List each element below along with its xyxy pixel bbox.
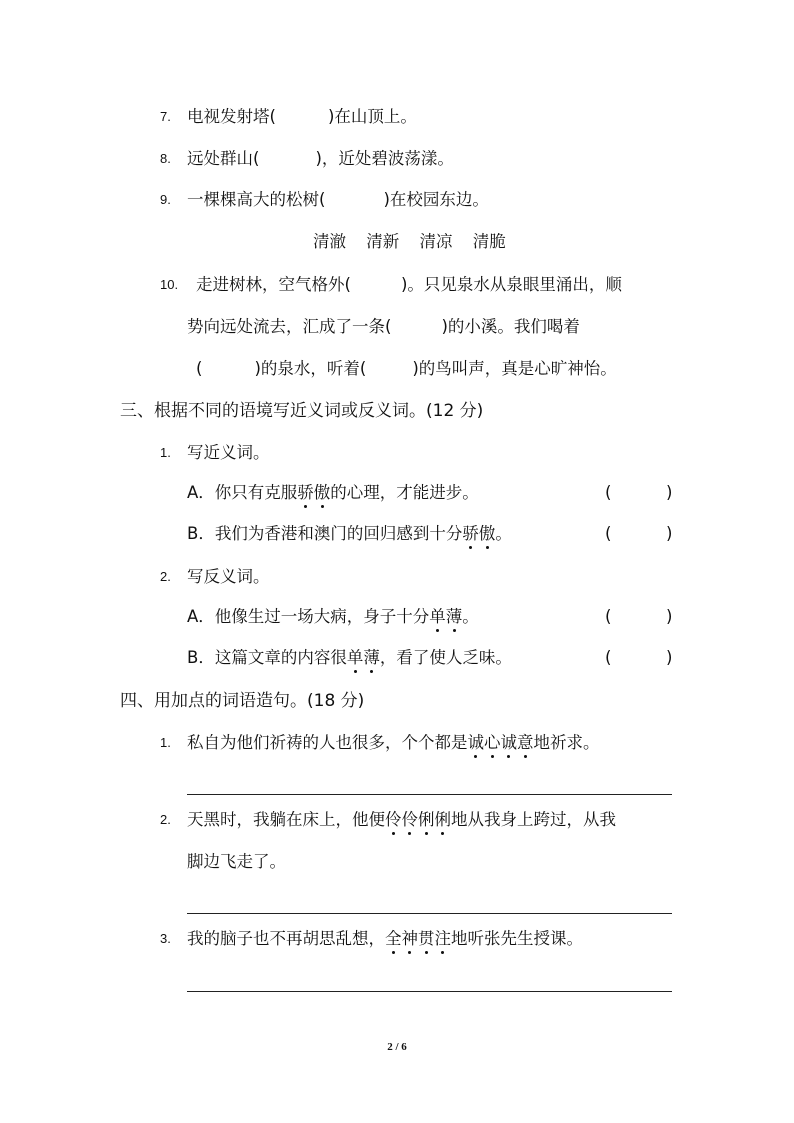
dotted-word xyxy=(468,733,534,752)
word-bank-item: 清脆 xyxy=(472,232,506,251)
subsection-label: 写近义词。 xyxy=(187,443,270,462)
answer-line[interactable] xyxy=(187,794,672,795)
dotted-word xyxy=(385,810,451,829)
answer-paren-open: ( xyxy=(605,648,612,667)
section-3-heading: 三、根据不同的语境写近义词或反义词。(12 分) xyxy=(120,401,484,421)
dotted-character: 薄 xyxy=(363,648,380,667)
question-number: 2. xyxy=(160,569,171,584)
question-text: 电视发射塔( xyxy=(187,107,276,126)
answer-paren-open: ( xyxy=(605,524,612,543)
dotted-character: 俐 xyxy=(434,810,451,829)
dotted-character: 俐 xyxy=(418,810,435,829)
question-10-line-1 xyxy=(196,275,622,295)
question-7 xyxy=(187,107,417,127)
sentence-text: B．这篇文章的内容很 xyxy=(187,648,347,667)
sentence-text: B．我们为香港和澳门的回归感到十分 xyxy=(187,524,463,543)
word-bank-item: 清凉 xyxy=(419,232,453,251)
prompt-sentence-3 xyxy=(187,929,583,949)
question-number: 1. xyxy=(160,735,171,750)
answer-paren-close: ) xyxy=(666,607,673,626)
answer-blank[interactable] xyxy=(615,648,665,668)
dotted-character: 注 xyxy=(434,929,451,948)
prompt-sentence-2 xyxy=(187,810,616,830)
question-text: )的小溪。我们喝着 xyxy=(441,317,580,336)
dotted-word xyxy=(462,524,495,543)
question-text: )的泉水，听着( xyxy=(254,359,367,378)
word-bank-item: 清澈 xyxy=(313,232,346,251)
question-number: 9. xyxy=(160,192,171,207)
dotted-character: 傲 xyxy=(478,524,496,543)
sentence-2b xyxy=(187,648,512,668)
dotted-character: 意 xyxy=(517,733,534,752)
dotted-word xyxy=(347,648,380,667)
sentence-2a xyxy=(187,607,479,627)
sentence-text: A．他像生过一场大病，身子十分 xyxy=(187,607,430,626)
question-text: )在校园东边。 xyxy=(383,190,489,209)
dotted-character: 神 xyxy=(401,929,418,948)
dotted-character: 伶 xyxy=(385,810,402,829)
answer-paren-open: ( xyxy=(605,607,612,626)
question-text: )，近处碧波荡漾。 xyxy=(315,149,454,168)
subsection-label: 写反义词。 xyxy=(187,567,270,586)
sentence-1b xyxy=(187,524,512,544)
question-text: ( xyxy=(196,359,203,378)
question-number: 3. xyxy=(160,931,171,946)
dotted-word xyxy=(385,929,451,948)
question-10-line-3 xyxy=(196,359,617,379)
dotted-word xyxy=(297,483,330,502)
question-number: 2. xyxy=(160,812,171,827)
question-text: 势向远处流去，汇成了一条( xyxy=(187,317,392,336)
dotted-character: 薄 xyxy=(445,607,463,626)
answer-paren-close: ) xyxy=(666,524,673,543)
sentence-text: 的心理，才能进步。 xyxy=(330,483,479,502)
sentence-text: 地听张先生授课。 xyxy=(451,929,583,948)
question-text: )的鸟叫声，真是心旷神怡。 xyxy=(412,359,617,378)
sentence-text: 地从我身上跨过，从我 xyxy=(451,810,616,829)
question-text: )在山顶上。 xyxy=(327,107,417,126)
sentence-text: A．你只有克服 xyxy=(187,483,298,502)
answer-line[interactable] xyxy=(187,913,672,914)
answer-paren-close: ) xyxy=(666,648,673,667)
dotted-character: 傲 xyxy=(313,483,331,502)
sentence-text: 地祈求。 xyxy=(533,733,600,752)
question-number: 7. xyxy=(160,109,171,124)
question-9 xyxy=(187,190,489,210)
question-number: 1. xyxy=(160,445,171,460)
question-8 xyxy=(187,149,454,169)
sentence-text: 。 xyxy=(462,607,479,626)
question-number: 10. xyxy=(160,277,179,292)
dotted-character: 单 xyxy=(346,648,364,667)
dotted-word xyxy=(429,607,462,626)
dotted-character: 贯 xyxy=(418,929,435,948)
answer-blank[interactable] xyxy=(615,483,665,503)
dotted-character: 伶 xyxy=(401,810,418,829)
sentence-text: ，看了使人乏味。 xyxy=(379,648,512,667)
word-bank-item: 清新 xyxy=(366,232,400,251)
dotted-character: 诚 xyxy=(467,733,484,752)
question-text: 远处群山( xyxy=(187,149,260,168)
question-10-line-2 xyxy=(187,317,580,337)
question-text: 走进树林，空气格外( xyxy=(196,275,351,294)
question-number: 8. xyxy=(160,151,171,166)
sentence-text: 私自为他们祈祷的人也很多，个个都是 xyxy=(187,733,468,752)
dotted-character: 心 xyxy=(484,733,501,752)
sentence-text: 天黑时，我躺在床上，他便 xyxy=(187,810,385,829)
answer-blank[interactable] xyxy=(615,607,665,627)
answer-line[interactable] xyxy=(187,991,672,992)
dotted-character: 单 xyxy=(429,607,446,626)
dotted-character: 诚 xyxy=(500,733,517,752)
question-text: )。只见泉水从泉眼里涌出，顺 xyxy=(400,275,622,294)
prompt-sentence-1 xyxy=(187,733,600,753)
prompt-sentence-2-cont: 脚边飞走了。 xyxy=(187,852,286,871)
sentence-1a xyxy=(187,483,479,503)
section-4-heading: 四、用加点的词语造句。(18 分) xyxy=(120,691,365,711)
sentence-text: 。 xyxy=(495,524,512,543)
sentence-text: 我的脑子也不再胡思乱想， xyxy=(187,929,385,948)
answer-blank[interactable] xyxy=(615,524,665,544)
page-number: 2 / 6 xyxy=(387,1041,407,1053)
answer-paren-open: ( xyxy=(605,483,612,502)
dotted-character: 骄 xyxy=(297,483,314,502)
answer-paren-close: ) xyxy=(666,483,673,502)
word-bank xyxy=(313,232,521,252)
dotted-character: 全 xyxy=(385,929,402,948)
question-text: 一棵棵高大的松树( xyxy=(187,190,326,209)
dotted-character: 骄 xyxy=(462,524,479,543)
